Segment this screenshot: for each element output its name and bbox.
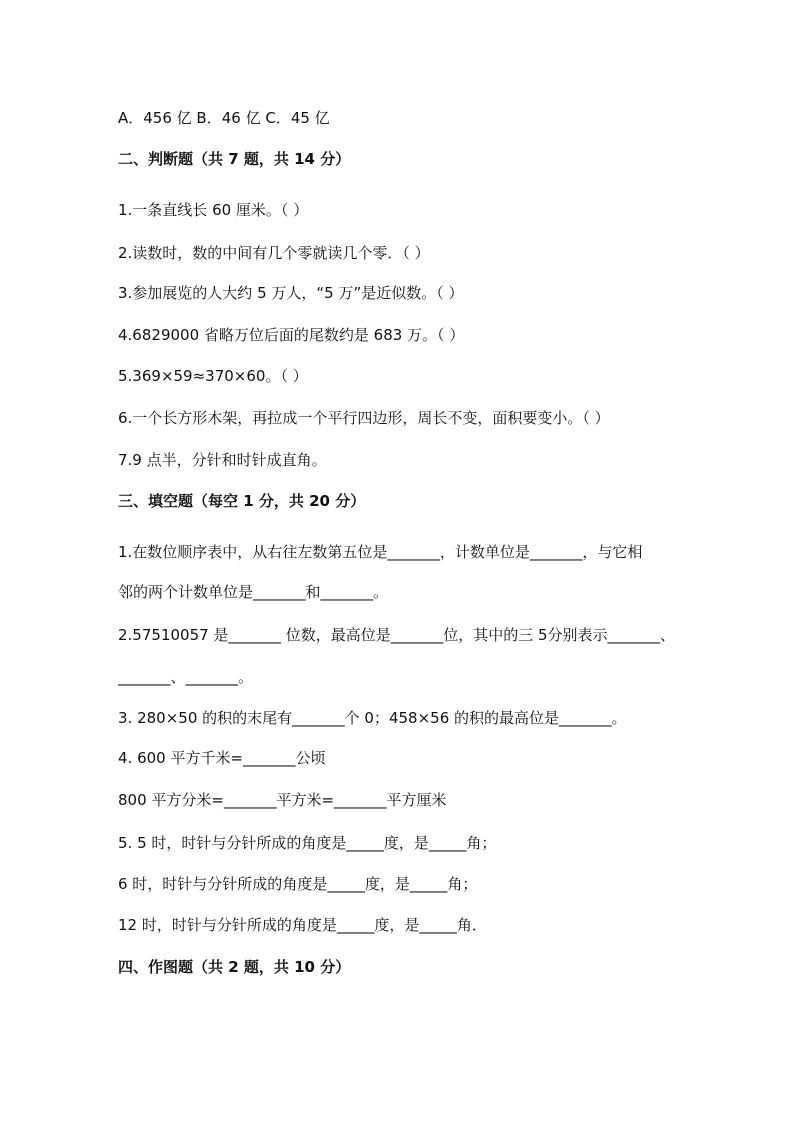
fill-blank-line-5: 3. 280×50 的积的末尾有_______个 0；458×56 的积的最高位是_______。 xyxy=(118,709,627,727)
judgment-item-2: 2.读数时，数的中间有几个零就读几个零．（ ） xyxy=(118,244,430,262)
fill-blank-line-4: _______、_______。 xyxy=(118,668,254,686)
judgment-item-7: 7.9 点半，分针和时针成直角。 xyxy=(118,451,327,469)
judgment-item-6: 6.一个长方形木架，再拉成一个平行四边形，周长不变，面积要变小。（ ） xyxy=(118,409,610,427)
judgment-item-1: 1.一条直线长 60 厘米。（ ） xyxy=(118,201,309,219)
fill-blank-line-6: 4. 600 平方千米=_______公顷 xyxy=(118,749,326,767)
section-heading-judgment: 二、判断题（共 7 题，共 14 分） xyxy=(118,150,351,168)
judgment-item-4: 4.6829000 省略万位后面的尾数约是 683 万。（ ） xyxy=(118,326,465,344)
fill-blank-line-1: 1.在数位顺序表中，从右往左数第五位是_______，计数单位是_______，与它相 xyxy=(118,543,643,561)
fill-blank-line-7: 800 平方分米=_______平方米=_______平方厘米 xyxy=(118,791,447,809)
fill-blank-line-3: 2.57510057 是_______ 位数，最高位是_______位，其中的三 5分别表示_______、 xyxy=(118,626,676,644)
section-heading-fill-blank: 三、填空题（每空 1 分，共 20 分） xyxy=(118,492,366,510)
judgment-item-3: 3.参加展览的人大约 5 万人，“5 万”是近似数。（ ） xyxy=(118,284,464,302)
choice-options: A．456 亿 B．46 亿 C．45 亿 xyxy=(118,109,330,127)
fill-blank-line-8: 5. 5 时，时针与分针所成的角度是_____度，是_____角； xyxy=(118,834,497,852)
section-heading-drawing: 四、作图题（共 2 题，共 10 分） xyxy=(118,958,351,976)
fill-blank-line-10: 12 时，时针与分针所成的角度是_____度，是_____角． xyxy=(118,916,487,934)
fill-blank-line-2: 邻的两个计数单位是_______和_______。 xyxy=(118,583,389,601)
judgment-item-5: 5.369×59≈370×60。（ ） xyxy=(118,367,308,385)
fill-blank-line-9: 6 时，时针与分针所成的角度是_____度，是_____角； xyxy=(118,875,478,893)
